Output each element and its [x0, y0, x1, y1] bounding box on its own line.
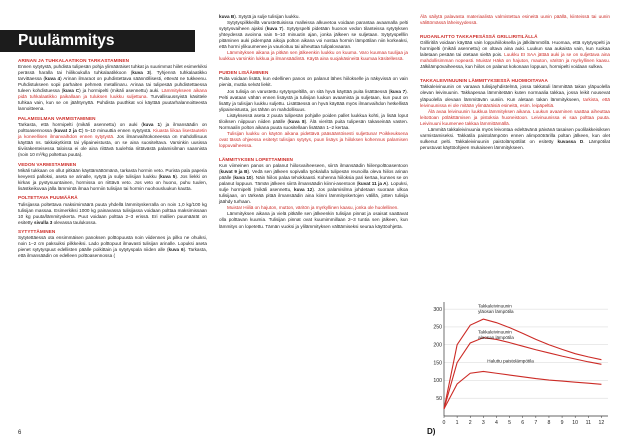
x-tick-label: 4 [495, 420, 498, 426]
page-number: 6 [18, 430, 22, 436]
x-tick-label: 2 [468, 420, 472, 426]
text: Jälkilämpövaiheessa, kun hiilos on palanut kokonaan loppuun, hormipelti voidaan sulkea. [420, 64, 604, 70]
para-takkaleivinuuni-1 [420, 84, 610, 108]
figure-ref: kuva 3 [132, 70, 150, 76]
figure-ref: kuva 10 [234, 175, 252, 181]
text: ). Näin hiilos palaa tehokkaasti. Kohenna hiiloksia pari kertaa, kunnes se on palanut loppuun. Tämän jälkeen siirrä ilmansäädin kiinni-asentoon ( [219, 175, 408, 187]
series-line [444, 319, 601, 409]
series-label: Takkaleivinuunin [478, 303, 512, 309]
x-tick-label: 7 [534, 420, 538, 426]
text: ) Arinan ilmaraot on puhdistettava säännöllisesti, ettevät ne tukkeenu. Puhdistukseen sopii parhaiten pehmeä metallinaru. Arinaa tai tulipesää puhdistettaessa tuleen kohdistuessa ( [18, 76, 207, 94]
text: Kun viimeinen panos on palanut hiilosvaiheeseen, siirrä ilmansäädin hiilenpolttoasentoon ( [219, 163, 408, 175]
para-puumaara [18, 202, 207, 226]
text: ). Tyhjennä tuhkalaatikko tarvittaessa ( [18, 70, 207, 82]
heading-arina: ARINAN JA TUHKALAATIKON TARKASTAMINEN [18, 58, 130, 63]
para-palamisilma [18, 122, 207, 158]
column-3 [420, 14, 610, 151]
figure-ref: kuva 6 [168, 247, 184, 253]
para-ruoanlaitto [420, 40, 610, 70]
x-tick-label: 6 [521, 420, 525, 426]
figure-ref: kuva B [219, 14, 235, 19]
x-tick-label: 11 [585, 420, 592, 426]
heading-puumaara: POLTETTAVA PUUMÄÄRÄ [18, 195, 78, 201]
warning-text: Kiuasta liikaa lisestautetin ja koneellisen ilmanvaihdon ennen sytytystä. [18, 128, 207, 140]
text: ) ja ilmansäädin on polttoasennossa ( [18, 121, 208, 134]
para-kuumat-pinnat: Lämmityksen aikana ja vielä pitkälle sen jälkeenkin tulisijan pinnat ja osaisat saattavat olla polttavan kuumia. Tulisijan pinnat ovat kuumimmillaan 2–3 tuntia sen jälkeen, kun lämmitys on lopetettu. Tämän vuoksi ja ylilämmityksen välttämiseksi seuraa käyttöohjetta. [219, 211, 408, 229]
text: Tulisijassa poltettava maksimimäärä puuta yhdellä lämmityskerralla on noin 1,0 kg/100 kg tulisijan massaa. Esimerkiksi 1000 kg painavassa tulisijassa voidaan polttaa maksimissaan 10 kg puuta/lämmityskerta. Puut voidaan polttaa 2–3 erissä. Eri mallien puumäärät on esitetty [18, 201, 207, 225]
x-tick-label: 8 [547, 420, 551, 426]
warning-text: Luukku EI SAA jättää auki ja se on suljettava aina mahdollisimman nopeasti. Muista! Häkä on hajuton, mauton, väritön ja myrkyllinen kaasu. [420, 52, 610, 64]
y-tick-label: 200 [433, 342, 442, 349]
text: Ennen sytytystä, puhdista tulipesän pohja ylimääräiset tuhkat ja suurimmat hiilet esimerkiksi perässä haralla tai hiilikoukulla tuhkalaatikkoon ( [18, 64, 207, 76]
para-lisaaminen-1: Puita voidaan lisätä, kun edellinen panos on palanut lähes hiilokselle ja näkyvissä on vain pieniä, muttia selvät liekit. [219, 76, 408, 88]
y-tick-label: 100 [433, 378, 442, 385]
warning-hakа: Muista! Hiiliä on hajuton, mutton, väritön ja myrkyllinen kaasu, jonka ole huolellinen. [227, 205, 399, 211]
figure-ref: kuva 1 [142, 121, 161, 127]
text: Jos ilmanvaihtokoneessa on mahdollisuus käyttää ns. takkakytkintä tai ylipaineistusta, on se aina suositeltava. Varsinkin uusissa tiiviirakenteisessa taloissa ei ole aina riittävä tuulehtia riittävästä palamisilman saannista (noin 10 m³/kg poltettua puuta). [18, 134, 208, 158]
text: Sytytyspilkkeillä varustettuisissa malleissa alkuvetoa voidaan parantaa avaamalla pelti sytytysvaiheen ajaksi ( [219, 20, 408, 32]
text: ). Vedä sen jälkeen sopivalla työkalulla tulipesän reunoilla oleva hiilos arinan päälle ( [219, 169, 408, 181]
y-tick-label: 150 [433, 360, 442, 367]
para-lopettaminen [219, 163, 408, 205]
heading-lopettaminen: LÄMMITYKSEN LOPETTAMINEN [219, 156, 293, 162]
x-tick-label: 5 [508, 420, 512, 426]
text: ). Jos palamisilma johdetaan suoraan ulkoa tulisijaan, on tärkeää pitää ilmansäädin aina kiinni lämmityskertojen välillä, jotten tulisija jäähdy turhaan. [219, 187, 408, 205]
temperature-chart-svg [426, 296, 616, 442]
para-veto [18, 168, 207, 192]
column-1 [18, 58, 207, 259]
figure-ref: kuva C [63, 88, 80, 94]
figure-ref: sivulla 3 [34, 219, 53, 225]
figure-ref: kuvat 11 ja A [358, 181, 387, 187]
warning-luukku: Tulisijan luukku on käytön aikana pidettävä pääsääntöisesti suljettuna! Poikkeuksena ovat tässä ohjeessa esitetyt tulisijan sytytys, puun lisäys ja hiiloksen kohennus palamisen loppuvaiheessa. [219, 130, 408, 148]
series-label: yläosan lämpötila [478, 308, 514, 314]
para-arina [18, 64, 207, 112]
para-lisaaminen-3 [219, 113, 408, 131]
text: Takkaleivinuunin on varaava tulisijayhdistelmä, jossa takkatuli lämmittää takan yläpuolella olevan leivinuunin. Takkapesaa lämmitetään kuten normaalia takkaa, jossa leikit nousevat yläpuolella olevaan lämmitävän uuniin. Kun aletaan takan lämmitykseen, [420, 84, 610, 102]
text: ). Sytytyspelti pidetään huonon vedon tilanteissa sytytyksen yhteydessä avoinna vain 5–10 minuutin ajan, jonka jälkeen se suljetaan. Sytytyspelllin pitäminen auki pidempää aikoja polton aikana voi nostaa hormin lämpötilan niin korkeaksi, että hormi ylikuumenee ja vaurioituu tai aiheuttaa tulipalovaaran. [219, 26, 409, 50]
text: ). Jos liekki on kirkas ja pystysuuntainen, hormissa on riittävä veto. Jos veto on huono, puhu tuulen, lisästkeikuvaa jälla lämmintä ilmaa hormiin tulisijan tai hormin nuohousluukun kautta. [18, 173, 207, 191]
series-label: alaosan lämpötila [478, 334, 514, 340]
x-tick-label: 9 [560, 420, 564, 426]
para-takkaleivinuuni-2 [420, 127, 610, 151]
heading-sytyttaminen: SYTYTTÄMINEN [18, 229, 56, 235]
text: Tarkasta, että hormipelti (mikäli asennettu) on auki ( [18, 121, 143, 127]
temperature-chart [426, 296, 616, 442]
figure-ref: kuva 8 [289, 118, 305, 124]
text: Lämmitä takkaleivinuunia myös leivontaa edeltävänä päivänä tasaisen puolilakkeisiksen varmistamiseksi. Takkatila paistolämpöön ennen alimpööträrilla poltan jälkeen, kun olet sulkenut pelti. Takkaleivinuunin paistolämpötilat on esitetty [420, 126, 610, 144]
warning-text: Lämmitykseen aikana pidä tuhkalaatikko paikallaan ja tuluksen luukku suljettuna. [18, 88, 208, 100]
warning-kuuma: Lämmityksen aikana ja pitkän sen jälkeenkin luukku on kuuma. Varo kuumaa tuulijaa ja luukkua varsinkin lukkua ja ilmansäädintä. Käytä aina suojakäsineitä kuumaa käsitellessä. [219, 50, 408, 62]
text: ). Älä vierittä puita tulipesän takaseinää vasten. Normaalin polton aikana puuta suositellaan lisätään 1–2 kertaa. [219, 118, 408, 130]
text: ). Pelti avataan vähän ennen lisäystä ja tulisijan luukun avaamista ja suljetaan, kun puut on lisätty ja tulisijan luukku suljettu. Lisättäessä on hyvä käyttää myös ilmanvaihdon hetkellistä ylipaineistusta, jos tähän on mahdollisuus. [219, 88, 408, 112]
text: Mikäli tukkaan on ollut pitkään käyttämättömänä, tarkasta hormin veto. Purista pala paperia kevyesti palloksi, aseta se arinalle, sytytä ja sulje tulisijan luukku ( [18, 167, 207, 179]
para-sytytyspelti [219, 20, 408, 50]
warning-leivinuuni: Älä avaa leivinuunin luukkua lämmityksen aikana. Luukun avaaminen saattaa aiheuttaa leitottoan pöläkttämisen ja pistoksia huoneistoon. Leivinuunissa ei saa polttaa puuta. Leivinuuni kuumenee takkaa lämmittämällä. [420, 108, 610, 126]
x-tick-label: 10 [572, 420, 579, 426]
figure-ref: kuva 7 [390, 88, 406, 94]
heading-lisaaminen: PUIDEN LISÄÄMINEN [219, 70, 269, 76]
text: olevassa taulukossa. [52, 219, 97, 225]
text: Jos tulisija on varustettu sytytyspeltillä, on sitä hyvä käyttää puita lisättäessä ( [227, 88, 391, 94]
series-label: Haluttu paistolämpötila [487, 358, 534, 364]
warning-text: tarkista, että leivinuunissa ei ole mitään ylimääräisiä esineitä, esim. leipäpeltiä. [420, 96, 610, 108]
y-tick-label: 50 [436, 395, 442, 402]
text: ). Tarkasta, että ilmansäädin on edelleen polttoasennossa ( [18, 247, 207, 259]
text: ). Lopuksi, sulje hormipelti (mikäli asennettu, [219, 181, 408, 193]
figure-ref: kuvat 2 ja C [55, 128, 82, 134]
warning-esineet: Älä säilytä palavasta materiaalista valmistettua esineitä uunin päällä, kiinteissä tai uunin välittömässä läheisyydessä. [420, 14, 610, 26]
series-line [444, 371, 601, 408]
heading-ruoanlaitto: RUOANLAITTO TAKKAPESÄSSÄ GRILLIRITILÄLLÄ [420, 34, 538, 40]
text: Sytytettäessä ota ensimmäisen panoksen polttopuusta noin viidennes ja pilko ne ohuiksi, noin 1–2 cm paksuiksi pilkkeiksi. Lado polttopuut ilmavasti tulisijan arinalle. Lopuksi aseta pienet sytytyspuut edellisten päälle poikittain ja sytytyspala niiden alle ( [18, 235, 207, 253]
figure-ref: kuvassa D [557, 138, 584, 144]
y-tick-label: 250 [433, 324, 442, 331]
page-title: Puulämmitys [0, 30, 195, 52]
figure-ref: kuva 12 [294, 187, 313, 193]
text: Lisäyksessä aseta 2 puuta tulipesän pohjalle poiden pallet luukkua kohti, ja lisää loput tiloiksen niippuun niiden päälle ( [219, 112, 408, 124]
figure-ref: kuva 5 [160, 173, 176, 179]
text: ) 5–10 minuuttia ennen sytytystä. [81, 128, 152, 134]
text: Grilliritilä voidaan käyttää vain loppuhiiloksella ja jälkilämmöllä. Huomaa, että sytytyspelti ja hormipelti (mikäli asennettu) on oltava aina auki. Luukun saa aukaista vain, kun ruokaa laitetaan pesään tai otetaan sieltä pois. [420, 40, 610, 58]
x-tick-label: 1 [455, 420, 459, 426]
chart-title: D) [427, 427, 436, 436]
x-tick-label: 12 [598, 420, 605, 426]
text: ). Sytytä ja sulje tulisijan luukku. [234, 14, 300, 19]
series-label: Takkaleivinuunin [478, 329, 512, 335]
figure-ref: kuva 4 [45, 76, 61, 82]
text: Turvallisuussyistä käsittele tuhkaa vain, kun se on jäähtynyttä. Puhdista puuthkat voi käyttää puutarhalannoitteesta lannoitteena. [18, 94, 207, 112]
text: . Lämpötilat perustuvat käyttöohjeen mukaiseen lämmitykseen. [420, 138, 610, 150]
text: ) ja hormipelti (mikäli asennettu) auki. [79, 88, 160, 94]
x-tick-label: 3 [481, 420, 485, 426]
figure-ref: kuvat 9 ja B [220, 169, 248, 175]
heading-veto: VEDON VARMISTAMINEN [18, 161, 77, 167]
para-lisaaminen-2 [219, 89, 408, 113]
figure-ref: kuva 7 [266, 26, 282, 32]
column-2 [219, 14, 408, 230]
para-sytyttaminen [18, 235, 207, 259]
heading-takkaleivinuuni: TAKKALEIVINUUNIN LÄMMITYKSESSÄ HUOMIOITAVAA [420, 78, 548, 84]
x-tick-label: 0 [442, 420, 446, 426]
y-tick-label: 300 [433, 306, 442, 313]
heading-palamisilma: PALAMISILMAN VARMISTAMINEN [18, 115, 96, 121]
